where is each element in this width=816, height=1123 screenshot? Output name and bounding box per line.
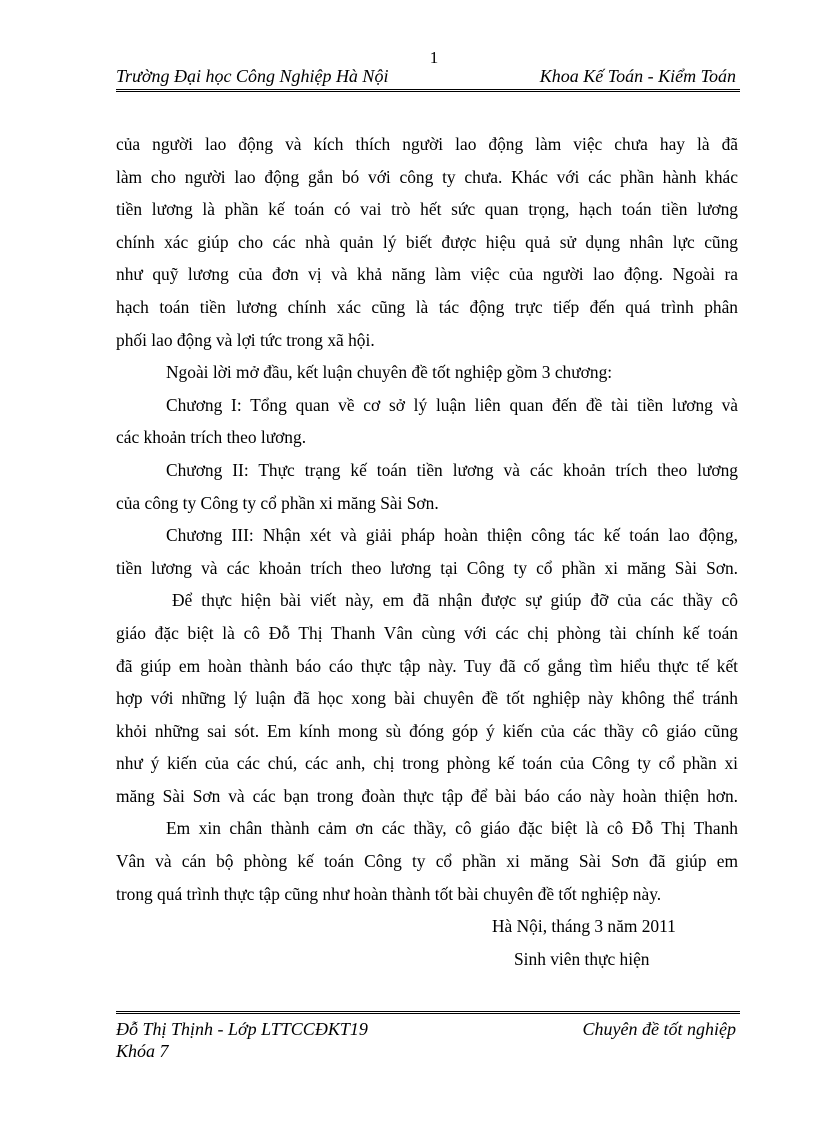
- body-line: làm cho người lao động gắn bó với công ty chưa. Khác với các phần hành khác: [116, 166, 738, 187]
- body-line: đã giúp em hoàn thành báo cáo thực tập này. Tuy đã cố gắng tìm hiểu thực tế kết: [116, 655, 738, 676]
- footer-document-type: Chuyên đề tốt nghiệp: [582, 1019, 736, 1039]
- body-line: như quỹ lương của đơn vị và khả năng làm việc của người lao động. Ngoài ra: [116, 264, 738, 285]
- body-line: của người lao động và kích thích người lao động làm việc chưa hay là đã: [116, 134, 738, 154]
- header-faculty-name: Khoa Kế Toán - Kiểm Toán: [539, 66, 736, 86]
- body-line: Chương I: Tổng quan về cơ sở lý luận liên quan đến đề tài tiền lương và: [166, 394, 738, 415]
- footer-author: Đỗ Thị Thịnh - Lớp LTTCCĐKT19: [116, 1019, 368, 1039]
- body-line: trong quá trình thực tập cũng như hoàn thành tốt bài chuyên đề tốt nghiệp này.: [116, 883, 662, 904]
- body-line: Ngoài lời mở đầu, kết luận chuyên đề tốt nghiệp gồm 3 chương:: [166, 362, 613, 383]
- signature-label: Sinh viên thực hiện: [514, 948, 650, 969]
- body-line: Để thực hiện bài viết này, em đã nhận được sự giúp đỡ của các thầy cô: [172, 590, 738, 611]
- signature-place-date: Hà Nội, tháng 3 năm 2011: [492, 916, 676, 937]
- body-line: của công ty Công ty cổ phần xi măng Sài Sơn.: [116, 492, 439, 513]
- document-body: [116, 128, 738, 975]
- body-line: Chương II: Thực trạng kế toán tiền lương và các khoản trích theo lương: [166, 459, 738, 480]
- body-line: chính xác giúp cho các nhà quản lý biết được hiệu quả sử dụng nhân lực cũng: [116, 231, 738, 252]
- body-line: các khoản trích theo lương.: [116, 427, 307, 448]
- body-line: như ý kiến của các chú, các anh, chị trong phòng kế toán của Công ty cổ phần xi: [116, 753, 738, 774]
- body-line: giáo đặc biệt là cô Đỗ Thị Thanh Vân cùng với các chị phòng tài chính kế toán: [116, 622, 738, 643]
- body-line: Vân và cán bộ phòng kế toán Công ty cổ phần xi măng Sài Sơn đã giúp em: [116, 851, 738, 872]
- page-header: [116, 66, 740, 88]
- header-divider: [116, 89, 740, 92]
- header-school-name: Trường Đại học Công Nghiệp Hà Nội: [116, 66, 389, 86]
- body-line: khỏi những sai sót. Em kính mong sù đóng góp ý kiến của các thầy cô giáo cũng: [116, 720, 738, 741]
- footer-divider: [116, 1011, 740, 1014]
- body-line: tiền lương và các khoản trích theo lương tại Công ty cổ phần xi măng Sài Sơn.: [116, 557, 738, 578]
- body-line: phối lao động và lợi tức trong xã hội.: [116, 329, 375, 350]
- footer-course: Khóa 7: [116, 1041, 169, 1061]
- body-line: tiền lương là phần kế toán có vai trò hết sức quan trọng, hạch toán tiền lương: [116, 199, 738, 220]
- body-line: Chương III: Nhận xét và giải pháp hoàn thiện công tác kế toán lao động,: [166, 525, 738, 546]
- body-line: hạch toán tiền lương chính xác cũng là tác động trực tiếp đến quá trình phân: [116, 296, 738, 317]
- page-number: 1: [429, 48, 439, 67]
- body-line: măng Sài Sơn và các bạn trong đoàn thực tập để bài báo cáo này hoàn thiện hơn.: [116, 785, 738, 806]
- body-line: Em xin chân thành cảm ơn các thầy, cô giáo đặc biệt là cô Đỗ Thị Thanh: [166, 818, 738, 839]
- body-line: hợp với những lý luận đã học xong bài chuyên đề tốt nghiệp này không thể tránh: [116, 688, 738, 709]
